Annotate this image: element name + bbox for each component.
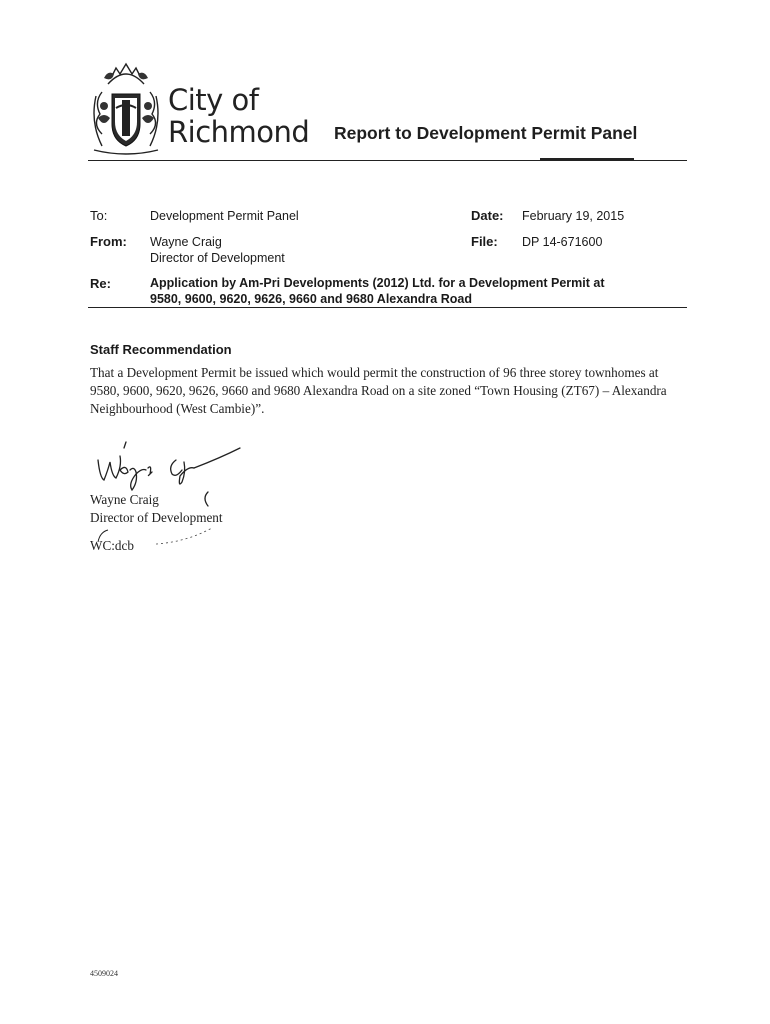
from-label: From: bbox=[90, 234, 127, 249]
city-name bbox=[168, 84, 309, 148]
re-subject-line2: 9580, 9600, 9620, 9626, 9660 and 9680 Alexandra Road bbox=[150, 292, 472, 306]
date-value: February 19, 2015 bbox=[522, 209, 625, 223]
to-value: Development Permit Panel bbox=[150, 209, 299, 223]
signatory-name: Wayne Craig bbox=[90, 492, 159, 507]
document-code: 4509024 bbox=[90, 969, 118, 978]
city-name-line2: Richmond bbox=[168, 115, 310, 149]
file-value: DP 14-671600 bbox=[522, 235, 603, 249]
to-label: To: bbox=[90, 208, 108, 223]
signatory-title: Director of Development bbox=[90, 510, 223, 525]
re-subject-line1: Application by Am-Pri Developments (2012) Ltd. for a Development Permit at bbox=[150, 276, 605, 290]
report-title: Report to Development Permit Panel bbox=[334, 123, 638, 143]
re-divider bbox=[88, 307, 687, 308]
city-name-line1: City of bbox=[168, 83, 259, 117]
re-subject bbox=[150, 275, 685, 307]
section-heading: Staff Recommendation bbox=[90, 342, 232, 357]
from-name: Wayne Craig bbox=[150, 235, 222, 249]
from-title: Director of Development bbox=[150, 251, 285, 265]
date-label: Date: bbox=[471, 208, 504, 223]
file-label: File: bbox=[471, 234, 498, 249]
recommendation-text: That a Development Permit be issued which would permit the construction of 96 three storey townhomes at 9580, 9600, 9620, 9626, 9660 and 9680 Alexandra Road on a site zoned “Town Housing (ZT67) – Alexandra Neighbourhood (West Cambie)”. bbox=[90, 365, 667, 416]
header-divider-accent bbox=[540, 158, 634, 160]
author-initials: WC:dcb bbox=[90, 538, 134, 553]
re-label: Re: bbox=[90, 276, 111, 291]
header-divider bbox=[88, 160, 687, 161]
city-crest-logo bbox=[88, 62, 164, 158]
